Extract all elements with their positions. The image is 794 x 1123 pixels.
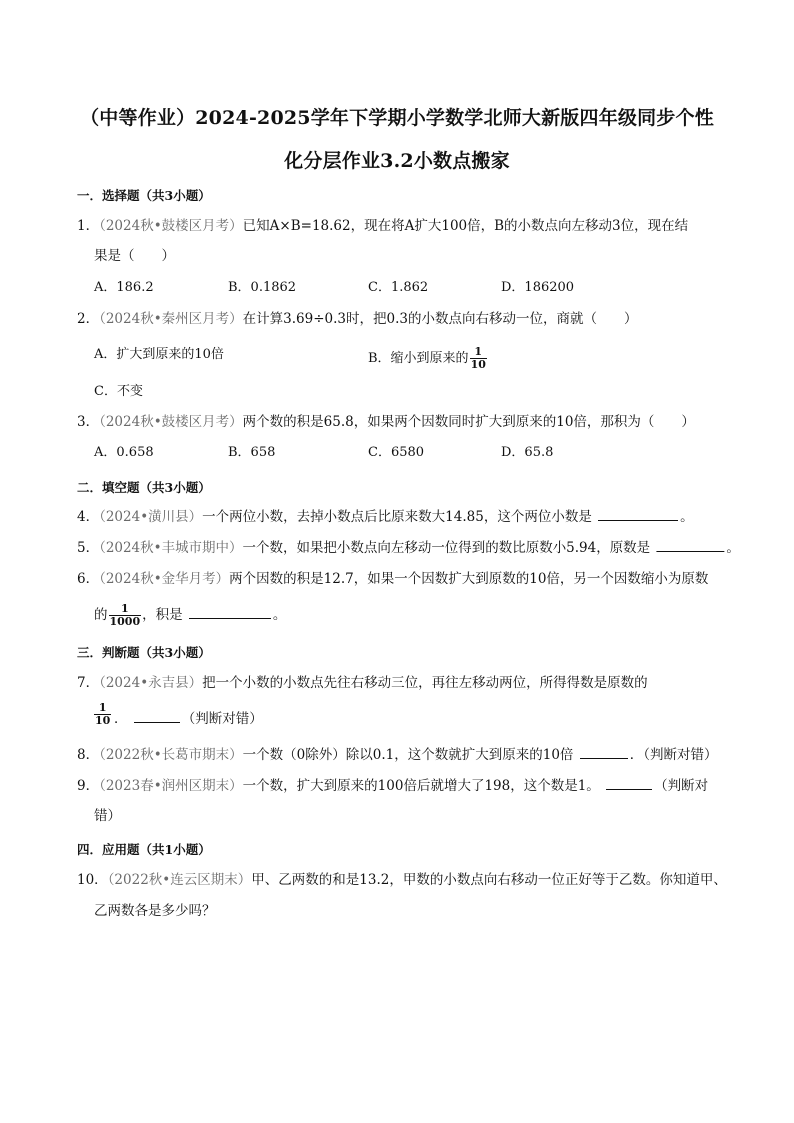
- question-number: 7．: [77, 675, 100, 691]
- q3-option-d: D．65.8: [501, 445, 554, 460]
- question-text: 两个因数的积是12.7，如果一个因数扩大到原数的10倍，另一个因数缩小为原数: [229, 571, 709, 587]
- question-end: 。: [726, 540, 740, 556]
- question-1: [77, 217, 688, 235]
- question-number: 6．: [77, 571, 100, 587]
- question-source: （2024秋•鼓楼区月考）: [99, 218, 243, 234]
- q2-option-b: [368, 346, 488, 371]
- fraction: [470, 346, 487, 371]
- fraction-denominator: 10: [95, 714, 111, 727]
- q2-option-a: A．扩大到原来的10倍: [94, 347, 224, 362]
- q3-option-b: B．658: [228, 445, 276, 460]
- question-text: ．: [114, 711, 128, 727]
- fraction-numerator: 1: [120, 602, 129, 615]
- fraction-denominator: 1000: [109, 615, 141, 628]
- question-number: 1．: [77, 218, 100, 234]
- question-text: 甲、乙两数的和是13.2，甲数的小数点向右移动一位正好等于乙数。你知道甲、: [251, 872, 727, 888]
- question-number: 5．: [77, 540, 100, 556]
- question-text: 两个数的积是65.8，如果两个因数同时扩大到原来的10倍，那积为（ ）: [242, 414, 695, 430]
- q3-option-a: A．0.658: [94, 445, 154, 460]
- question-5: [77, 539, 740, 557]
- question-text: 一个数（0除外）除以0.1，这个数就扩大到原来的10倍: [242, 747, 574, 763]
- section-heading-choice: 一．选择题（共3小题）: [77, 188, 211, 203]
- question-source: （2023春•润州区期末）: [99, 778, 243, 794]
- question-text: 一个数，如果把小数点向左移动一位得到的数比原数小5.94，原数是: [242, 540, 651, 556]
- section-heading-judge: 三．判断题（共3小题）: [77, 645, 211, 660]
- question-source: （2024•永吉县）: [99, 675, 203, 691]
- question-7-continued: [114, 710, 263, 728]
- section-heading-fill: 二．填空题（共3小题）: [77, 480, 211, 495]
- question-end: 。: [680, 509, 694, 525]
- question-source: （2024秋•鼓楼区月考）: [99, 414, 243, 430]
- question-7: [77, 674, 648, 692]
- page-title-line1: （中等作业）2024-2025学年下学期小学数学北师大新版四年级同步个性: [80, 107, 714, 129]
- question-text: 一个数，扩大到原来的100倍后就增大了198，这个数是1。: [242, 778, 600, 794]
- question-text: 在计算3.69÷0.3时，把0.3的小数点向右移动一位，商就（ ）: [242, 311, 638, 327]
- question-number: 8．: [77, 747, 100, 763]
- question-8: [77, 746, 717, 764]
- question-10: [77, 871, 727, 889]
- fraction-numerator: 1: [474, 345, 483, 358]
- question-10-continued: 乙两数各是多少吗？: [94, 903, 216, 919]
- question-number: 4．: [77, 509, 100, 525]
- question-end: （判断对: [654, 778, 709, 794]
- q1-option-b: B．0.1862: [228, 280, 297, 295]
- question-source: （2022秋•长葛市期末）: [99, 747, 243, 763]
- fraction-denominator: 10: [470, 358, 486, 371]
- question-end: （判断对错）: [181, 711, 263, 727]
- question-text: 已知A×B=18.62，现在将A扩大100倍，B的小数点向左移动3位，现在结: [242, 218, 689, 234]
- answer-blank[interactable]: [580, 746, 628, 759]
- page-title-line2: 化分层作业3.2小数点搬家: [284, 150, 510, 172]
- question-1-continued: 果是（ ）: [94, 248, 175, 264]
- q1-option-a: A．186.2: [94, 280, 154, 295]
- question-9: [77, 777, 708, 795]
- answer-blank[interactable]: [606, 777, 652, 790]
- q2-option-b-label: B．缩小到原来的: [368, 351, 469, 366]
- section-heading-application: 四．应用题（共1小题）: [77, 842, 211, 857]
- q1-option-c: C．1.862: [368, 280, 429, 295]
- question-4: [77, 508, 694, 526]
- fraction: [109, 603, 142, 628]
- q2-option-c: C．不变: [94, 384, 143, 399]
- question-text: ，积是: [142, 607, 183, 623]
- question-6: [77, 570, 708, 588]
- question-number: 2．: [77, 311, 100, 327]
- question-source: （2024秋•秦州区月考）: [99, 311, 243, 327]
- question-2: [77, 310, 637, 328]
- question-source: （2024秋•金华月考）: [99, 571, 230, 587]
- q1-option-d: D．186200: [501, 280, 575, 295]
- answer-blank[interactable]: [656, 539, 724, 552]
- question-6-continued: [94, 603, 286, 628]
- question-source: （2024秋•丰城市期中）: [99, 540, 243, 556]
- question-end: 。: [272, 607, 287, 623]
- question-number: 10．: [77, 872, 108, 888]
- question-source: （2024•潢川县）: [99, 509, 203, 525]
- answer-blank[interactable]: [598, 508, 678, 521]
- question-text: 把一个小数的小数点先往右移动三位，再往左移动两位，所得得数是原数的: [202, 675, 648, 691]
- q3-option-c: C．6580: [368, 445, 425, 460]
- fraction: [94, 702, 111, 727]
- question-end: ．（判断对错）: [629, 747, 718, 763]
- question-text: 一个两位小数，去掉小数点后比原来数大14.85，这个两位小数是: [202, 509, 592, 525]
- answer-blank[interactable]: [189, 606, 271, 619]
- question-9-continued: 错）: [94, 808, 121, 824]
- answer-blank[interactable]: [134, 710, 180, 723]
- question-number: 9．: [77, 778, 100, 794]
- fraction-numerator: 1: [98, 701, 107, 714]
- question-text: 的: [94, 607, 108, 623]
- question-source: （2022秋•连云区期末）: [107, 872, 252, 888]
- question-3: [77, 413, 695, 431]
- question-number: 3．: [77, 414, 100, 430]
